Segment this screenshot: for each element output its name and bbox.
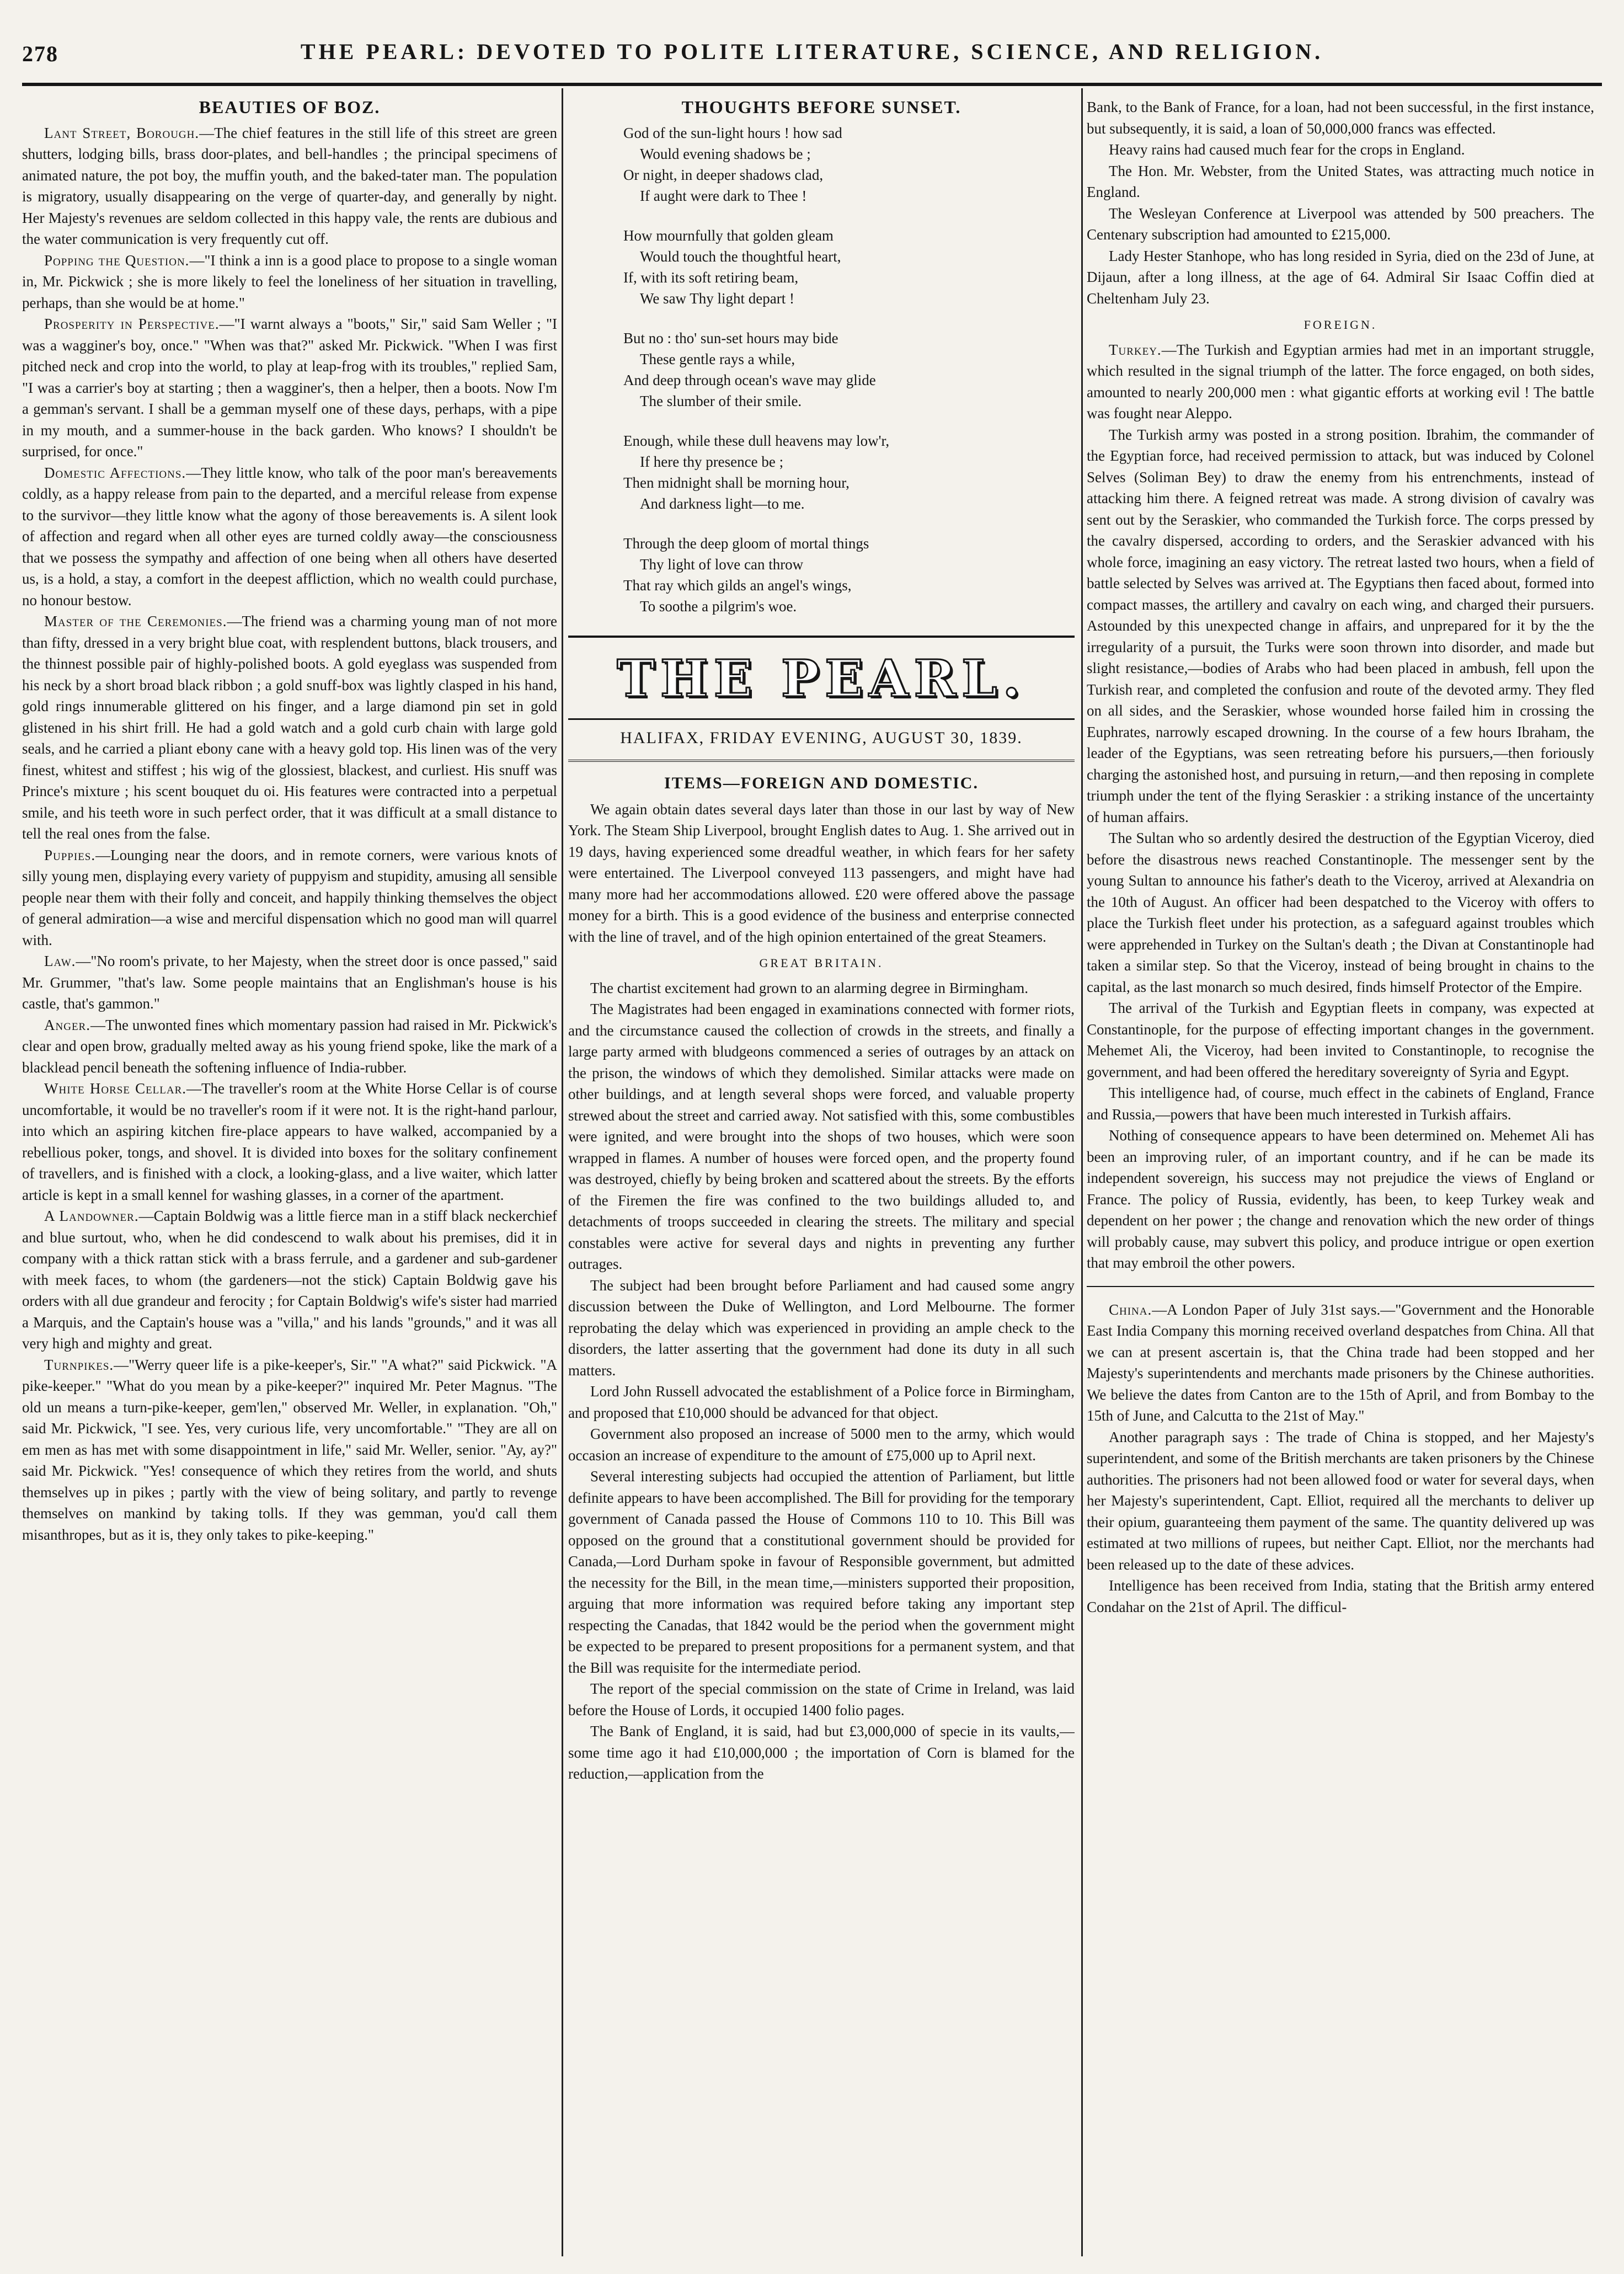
items-title: ITEMS—FOREIGN AND DOMESTIC.: [664, 774, 979, 792]
paragraph-text: Lady Hester Stanhope, who has long resided in Syria, died on the 23d of June, at Dijaun, after a long illness, at the age of 64. Admiral Sir Isaac Coffin died at Cheltenham July 23.: [1087, 247, 1594, 307]
paragraph-text: —Lounging near the doors, and in remote corners, were various knots of silly young men, displaying every variety of puppyism and stupidity, amusing all sensible people near them with their folly and conceit, and happily thinking themselves the object of general admiration—a wise and merciful dispensation which no good man will quarrel with.: [22, 846, 557, 948]
poem-line: If, with its soft retiring beam,: [623, 269, 799, 286]
news-paragraph: [1087, 1082, 1594, 1125]
news-paragraph: [568, 999, 1075, 1275]
poem-stanza: [623, 122, 1075, 206]
boz-entry: [22, 1015, 557, 1079]
paragraph-text: Several interesting subjects had occupied the attention of Parliament, but little definite appears to have been accomplished. The Bill for providing for the temporary government of Canada passed the House of Commons 110 to 10. This Bill was opposed on the ground that a constitutional government should be provided for Canada,—Lord Durham spoke in favour of Responsible government, but admitted the necessity for the Bill, in the mean time,—ministers supported their proposition, arguing that more information was required before taking any important step respecting the Canadas, that 1842 would be the period when the government might be expected to be prepared to present propositions for a permanent system, and that the Bill was requisite for the intermediate period.: [568, 1468, 1075, 1676]
paragraph-text: The Hon. Mr. Webster, from the United States, was attracting much notice in England.: [1087, 162, 1594, 200]
paragraph-text: —"I think a inn is a good place to propose to a single woman in, Mr. Pickwick ; she is more likely to feel the loneliness of her situation in travelling, perhaps, than she would be at home.": [22, 252, 557, 311]
run-in-heading: Turkey.: [1109, 341, 1162, 358]
paragraph-text: The Magistrates had been engaged in examinations connected with former riots, and the circumstance caused the collection of crowds in the streets, and finally a large party armed with bludgeons commenced a series of outrages by an attack on the prison, the windows of which they demolished. Similar attacks were made on other buildings, and at length several shops were forced, and valuable property strewed about the street and carried away. Not satisfied with this, some combustibles were ignited, and were brought into the shops of two houses, which were soon wrapped in flames. A number of houses were forced open, and the property found was destroyed, chiefly by being broken and scattered about the streets. By the efforts of the Firemen the fire was confined to the two buildings alluded to, and detachments of troops succeeded in clearing the streets. The military and special constables were active for several days and nights in preventing any further outrages.: [568, 1001, 1075, 1272]
paragraph-text: The report of the special commission on the state of Crime in Ireland, was laid before the House of Lords, it occupied 1400 folio pages.: [568, 1680, 1075, 1718]
poem-line: But no : tho' sun-set hours may bide: [623, 329, 838, 346]
poem-title: THOUGHTS BEFORE SUNSET.: [681, 97, 961, 117]
news-paragraph: [568, 1423, 1075, 1466]
newspaper-title: THE PEARL.: [617, 648, 1026, 708]
paragraph-text: —Captain Boldwig was a little fierce man in a stiff black neckerchief and blue surtout, who, when he did condescend to walk about his premises, did it in company with a thick rattan stick with a brass ferrule, and a gardener and sub-gardener with meek faces, to whom (the gardeners—not the stick) Captain Boldwig gave his orders with all due grandeur and ferocity ; for Captain Boldwig's wife's sister had married a Marquis, and the Captain's house was a "villa," and his lands "grounds," and it was all very high and mighty and great.: [22, 1208, 557, 1352]
paragraph-text: Another paragraph says : The trade of China is stopped, and her Majesty's superintendent, and some of the British merchants are taken prisoners by the Chinese authorities. The prisoners had not been allowed food or water for several days, when her Majesty's superintendent, Capt. Elliot, required all the merchants to deliver up their opium, guaranteeing them payment of the same. The quantity delivered up was estimated at two millions of rupees, but neither Capt. Elliot, nor the merchants had been released up to the date of these advices.: [1087, 1428, 1594, 1573]
news-paragraph: [1087, 1427, 1594, 1576]
run-in-heading: A Landowner.: [44, 1208, 139, 1224]
dateline: HALIFAX, FRIDAY EVENING, AUGUST 30, 1839.: [620, 728, 1023, 747]
great-britain-news: [568, 978, 1075, 1785]
paragraph-text: —The Turkish and Egyptian armies had met in an important struggle, which resulted in the signal triumph of the latter. The force engaged, on both sides, amounted to nearly 200,000 men : what gigantic efforts at working evil ! The battle was fought near Aleppo.: [1087, 341, 1594, 421]
column-right: [1087, 97, 1594, 2248]
news-paragraph: [1087, 203, 1594, 245]
paragraph-text: The Wesleyan Conference at Liverpool was attended by 500 preachers. The Centenary subscription had amounted to £215,000.: [1087, 205, 1594, 243]
news-paragraph: [568, 1721, 1075, 1785]
poem-line: And deep through ocean's wave may glide: [623, 371, 876, 388]
poem-line: The slumber of their smile.: [640, 392, 802, 409]
column-center: [568, 97, 1075, 2248]
news-paragraph: [568, 1678, 1075, 1721]
news-paragraph: [1087, 139, 1594, 161]
boz-entry: [22, 1078, 557, 1205]
poem-line: And darkness light—to me.: [640, 495, 805, 512]
run-in-heading: China.: [1109, 1301, 1152, 1318]
news-paragraph: [1087, 1125, 1594, 1274]
run-in-heading: White Horse Cellar.: [44, 1080, 187, 1097]
section-divider: [1087, 1286, 1594, 1287]
poem-line: Enough, while these dull heavens may low'r,: [623, 432, 890, 449]
poem-line: Or night, in deeper shadows clad,: [623, 166, 824, 183]
poem-stanza: [623, 430, 1075, 514]
run-in-heading: Anger.: [44, 1016, 90, 1033]
news-paragraph: [1087, 245, 1594, 309]
news-paragraph: [568, 1466, 1075, 1678]
paragraph-text: —The traveller's room at the White Horse Cellar is of course uncomfortable, it would be no traveller's room if it were not. It is the right-hand parlour, into which an aspiring kitchen fire-place appears to have walked, accompanied by a rebellious poker, tongs, and shovel. It is divided into boxes for the solitary confinement of travellers, and is finished with a clock, a looking-glass, and a live waiter, which latter article is kept in a small kennel for washing glasses, in a corner of the apartment.: [22, 1080, 557, 1203]
run-in-heading: Master of the Ceremonies.: [44, 613, 227, 629]
paragraph-text: —"Werry queer life is a pike-keeper's, Sir." "A what?" said Pickwick. "A pike-keeper." "What do you mean by a pike-keeper?" inquired Mr. Peter Magnus. "The old un means a turn-pike-keeper, gem'len," observed Mr. Weller, in explanation. "Oh," said Mr. Pickwick, "I see. Yes, very curious life, very uncomfortable." "They are all on em men as has met with some disappointment in life," said Mr. Weller, senior. "Ay, ay?" said Mr. Pickwick. "Yes! consequence of which they retires from the world, and shuts themselves up in pikes ; partly with the view of being solitary, and partly to revenge themselves on mankind by taking tolls. If they was gemman, you'd call them misanthropes, but as it is, they only takes to pike-keeping.": [22, 1356, 557, 1543]
news-paragraph: [1087, 828, 1594, 997]
running-title: THE PEARL: DEVOTED TO POLITE LITERATURE, SCIENCE, AND RELIGION.: [300, 39, 1324, 64]
column-divider: [562, 88, 563, 2256]
poem-line: If here thy presence be ;: [640, 453, 784, 470]
run-in-heading: Puppies.: [44, 846, 96, 863]
masthead-rule: [568, 718, 1075, 720]
poem-line: Through the deep gloom of mortal things: [623, 535, 869, 552]
boz-entry: [22, 951, 557, 1015]
paragraph-text: —The friend was a charming young man of not more than fifty, dressed in a very bright blue coat, with resplendent buttons, black trousers, and the thinnest possible pair of highly-polished boots. A gold eyeglass was suspended from his neck by a short broad black ribbon ; a gold snuff-box was lightly clasped in his hand, gold rings innumerable glittered on his finger, and a large diamond pin set in gold glistened in his shirt frill. He had a gold watch and a gold curb chain with large gold seals, and he carried a pliant ebony cane with a heavy gold top. His linen was of the very finest, whitest and stiffest ; his wig of the glossiest, blackest, and curliest. His snuff was Prince's mixture ; his scent bouquet du oi. His features were contracted into a perpetual smile, and his teeth wore in such perfect order, that it was difficult at a small distance to tell the real ones from the false.: [22, 613, 557, 842]
items-intro: We again obtain dates several days later than those in our last by way of New York. The Steam Ship Liverpool, brought English dates to Aug. 1. She arrived out in 19 days, having experienced some dreadful weather, in which fears for her safety were entertained. The Liverpool conveyed 113 passengers, and might have had many more had her accommodations allowed. £20 were offered above the passage money for a birth. This is a good evidence of the business and enterprise connected with the line of travel, and of the high opinion entertained of the great Steamers.: [568, 800, 1075, 945]
poem-line: We saw Thy light depart !: [640, 290, 795, 307]
poem-line: That ray which gilds an angel's wings,: [623, 576, 852, 594]
run-in-heading: Popping the Question.: [44, 252, 190, 269]
boz-entry: [22, 313, 557, 462]
run-in-heading: Domestic Affections.: [44, 464, 186, 481]
poem-body: [623, 122, 1075, 617]
section-heading-foreign: FOREIGN.: [1304, 318, 1377, 332]
column-beauties-of-boz: [22, 97, 557, 2248]
poem-stanza: [623, 533, 1075, 617]
poem-line: Would touch the thoughtful heart,: [640, 248, 841, 265]
paragraph-text: Government also proposed an increase of 5000 men to the army, which would occasion an increase of expenditure to the amount of £75,000 up to April next.: [568, 1426, 1075, 1464]
paragraph-text: —The chief features in the still life of this street are green shutters, lodging bills, brass door-plates, and bell-handles ; the principal specimens of animated nature, the pot boy, the muffin youth, and the baked-tater man. The population is migratory, usually disappearing on the verge of quarter-day, and generally by night. Her Majesty's revenues are seldom collected in this happy vale, the rents are dubious and the water communication is very frequently cut off.: [22, 124, 557, 247]
run-in-heading: Turnpikes.: [44, 1356, 114, 1373]
paragraph-text: The subject had been brought before Parliament and had caused some angry discussion between the Duke of Wellington, and Lord Melbourne. The former reprobating the delay which was experienced in providing an ample check to the disorders, the latter asserting that the government had done its duty in all such matters.: [568, 1277, 1075, 1379]
foreign-news: [1087, 339, 1594, 1274]
boz-entry: [22, 462, 557, 611]
poem-line: How mournfully that golden gleam: [623, 227, 834, 244]
boz-entry: [22, 250, 557, 314]
running-header: [22, 39, 1602, 72]
news-paragraph: [1087, 424, 1594, 828]
news-paragraph: [1087, 997, 1594, 1082]
news-paragraph: [568, 1381, 1075, 1423]
boz-entry: [22, 845, 557, 951]
poem-line: If aught were dark to Thee !: [640, 187, 807, 204]
paragraph-text: The Bank of England, it is said, had but £3,000,000 of specie in its vaults,—some time ago it had £10,000,000 ; the importation of Corn is blamed for the reduction,—application from the: [568, 1723, 1075, 1782]
paragraph-text: —The unwonted fines which momentary passion had raised in Mr. Pickwick's clear and open brow, gradually melted away as his young friend spoke, like the mark of a blacklead pencil beneath the softening influence of India-rubber.: [22, 1016, 557, 1076]
news-paragraph: [568, 1275, 1075, 1381]
paragraph-text: Intelligence has been received from India, stating that the British army entered Condahar on the 21st of April. The difficul-: [1087, 1577, 1594, 1615]
section-heading-great-britain: GREAT BRITAIN.: [759, 956, 884, 970]
news-paragraph: [1087, 1299, 1594, 1427]
paragraph-text: Heavy rains had caused much fear for the crops in England.: [1109, 141, 1465, 158]
paragraph-text: —"I warnt always a "boots," Sir," said Sam Weller ; "I was a wagginer's boy, once." "When was that?" asked Mr. Pickwick. "When I was first pitched neck and crop into the world, to play at leap-frog with its troubles," replied Sam, "I was a carrier's boy at starting ; then a wagginer's, then a helper, then a boots. Now I'm a gemman's servant. I shall be a gemman myself one of these days, perhaps, with a pipe in my mouth, and a summer-house in the back garden. Who knows? I shouldn't be surprised, for once.": [22, 316, 557, 460]
paragraph-text: Bank, to the Bank of France, for a loan, had not been successful, in the first instance, but subsequently, it is said, a loan of 50,000,000 francs was effected.: [1087, 99, 1594, 137]
boz-entry: [22, 1205, 557, 1354]
run-in-heading: Lant Street, Borough.: [44, 124, 200, 141]
boz-entry: [22, 611, 557, 845]
run-in-heading: Law.: [44, 953, 76, 969]
domestic-news: [1087, 97, 1594, 309]
paragraph-text: Lord John Russell advocated the establishment of a Police force in Birmingham, and proposed that £10,000 should be advanced for that object.: [568, 1383, 1075, 1421]
news-paragraph: [1087, 339, 1594, 424]
news-paragraph: [1087, 1575, 1594, 1618]
paragraph-text: The arrival of the Turkish and Egyptian fleets in company, was expected at Constantinople, for the purpose of effecting important changes in the government. Mehemet Ali, the Viceroy, had been invited to Constantinople, to recognise the government, and had been offered the hereditary sovereignty of Syria and Egypt.: [1087, 1000, 1594, 1080]
poem-stanza: [623, 328, 1075, 412]
column-divider: [1081, 88, 1083, 2256]
run-in-heading: Prosperity in Perspective.: [44, 316, 220, 332]
paragraph-text: —They little know, who talk of the poor man's bereavements coldly, as a happy release from pain to the departed, and a merciful release from expense to the survivor—they little know what the agony of those bereavements is. A silent look of affection and regard when all other eyes are turned coldly away—the consciousness that we possess the sympathy and affection of one being when all others have deserted us, is a hold, a stay, a comfort in the deepest affliction, which no wealth could purchase, no honour bestow.: [22, 464, 557, 608]
paragraph-text: The Turkish army was posted in a strong position. Ibrahim, the commander of the Egyptian force, had received permission to attack, but was induced by Colonel Selves (Soliman Bey) to draw the enemy from his entrenchments, instead of attacking him there. A feigned retreat was made. A strong division of cavalry was sent out by the Seraskier, who commanded the Turkish force. The corps pressed by the cavalry dispersed, according to orders, and the Seraskier advanced with his whole force, imagining an easy victory. The retreat lasted two hours, when a field of battle selected by Selves was arrived at. The Egyptians then faced about, formed into compact masses, the artillery and cavalry on each wing, and charged their pursuers. Astounded by this unexpected change in affairs, and unprepared for it by the the irregularity of a pursuit, the Turks were soon thrown into disorder, and made but slight resistance,—bodies of Arabs who had been placed in ambush, fell upon the Turkish rear, and completed the confusion and route of the devoted army. They fled on all sides, and the Seraskier, whose wounded horse failed him in crossing the Euphrates, narrowly escaped drowning. In the course of a few hours Ibraham, the leader of the Egyptians, was seen retreating before his pursuers,—then foriously charging the astonished host, and pursuing in return,—and then reposing in complete triumph under the tent of the flying Seraskier : a striking instance of the uncertainty of human affairs.: [1087, 426, 1594, 825]
poem-line: To soothe a pilgrim's woe.: [640, 597, 797, 615]
news-paragraph: [1087, 97, 1594, 139]
paragraph-text: —A London Paper of July 31st says.—"Government and the Honorable East India Company this morning received overland despatches from China. All that we can at present ascertain is, that the China trade had been stopped and her Majesty's superintendents and merchants made prisoners by the Chinese authorities. We believe the dates from Canton are to the 15th of April, and from Bombay to the 15th of June, and Calcutta to the 21st of May.": [1087, 1301, 1594, 1424]
header-rule: [22, 83, 1602, 86]
poem-line: Would evening shadows be ;: [640, 145, 811, 162]
paragraph-text: —"No room's private, to her Majesty, when the street door is once passed," said Mr. Grummer, "that's law. Some people maintains that an Englishman's house is his castle, that's gammon.": [22, 953, 557, 1012]
paragraph-text: Nothing of consequence appears to have been determined on. Mehemet Ali has been an improving ruler, of an important country, and if he can be made its independent sovereign, his success may not prejudice the views of England or France. The policy of Russia, evidently, has been, to keep Turkey weak and dependent on her power ; the change and renovation which the new order of things will probably cause, may subvert this policy, and produce intrigue or open exertion that may embroil the other powers.: [1087, 1127, 1594, 1271]
boz-entry: [22, 1354, 557, 1546]
poem-line: Then midnight shall be morning hour,: [623, 474, 850, 491]
poem-line: These gentle rays a while,: [640, 350, 795, 367]
page-number: 278: [22, 41, 58, 66]
article-title: BEAUTIES OF BOZ.: [199, 97, 381, 117]
boz-entry: [22, 122, 557, 250]
poem-stanza: [623, 225, 1075, 309]
poem-line: God of the sun-light hours ! how sad: [623, 124, 842, 141]
masthead-box: [568, 636, 1075, 762]
paragraph-text: The chartist excitement had grown to an alarming degree in Birmingham.: [590, 979, 1028, 996]
news-paragraph: [568, 978, 1075, 999]
paragraph-text: This intelligence had, of course, much effect in the cabinets of England, France and Russia,—powers that have been much interested in Turkish affairs.: [1087, 1085, 1594, 1123]
news-paragraph: [1087, 161, 1594, 203]
poem-line: Thy light of love can throw: [640, 556, 804, 573]
paragraph-text: The Sultan who so ardently desired the destruction of the Egyptian Viceroy, died before the disastrous news reached Constantinople. The messenger sent by the young Sultan to announce his father's death to the Viceroy, arrived at Alexandria on the 10th of August. An officer had been despatched to the Viceroy with offers to place the Turkish fleet under his protection, as a safeguard against troubles which were apprehended in Turkey on the Sultan's death ; the Divan at Constantinople had taken a similar step. So that the Viceroy, instead of being brought in chains to the capital, as the last monarch so much desired, finds himself Protector of the Empire.: [1087, 830, 1594, 995]
article-body: [22, 122, 557, 1546]
china-news: [1087, 1299, 1594, 1618]
